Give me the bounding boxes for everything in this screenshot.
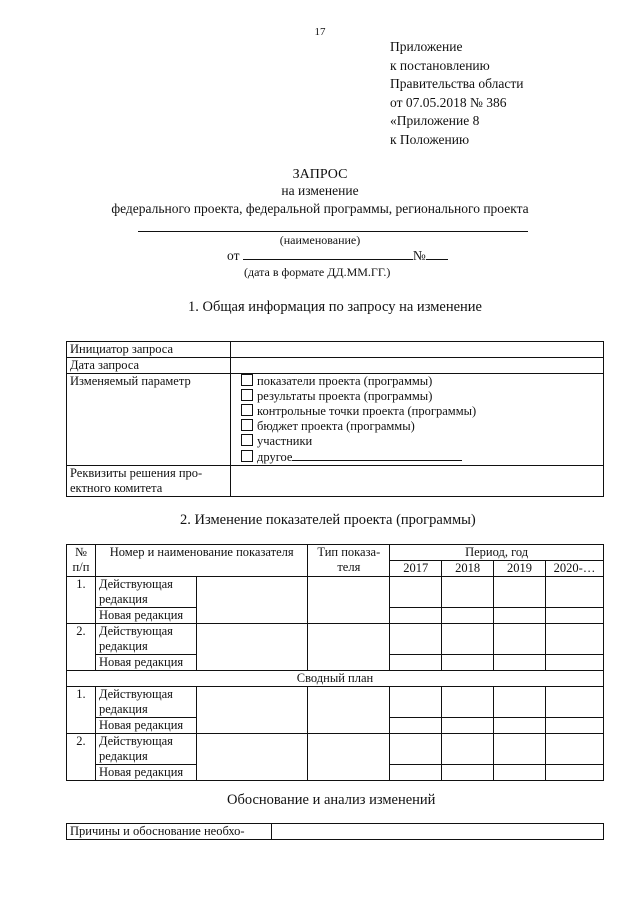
- value-cell[interactable]: [494, 655, 546, 671]
- from-label: от: [227, 248, 240, 263]
- indicators-table: [66, 544, 604, 781]
- row-number: 2.: [67, 734, 96, 781]
- value-cell[interactable]: [442, 687, 494, 718]
- option-label: контрольные точки проекта (программы): [257, 404, 477, 418]
- section1-heading: 1. Общая информация по запросу на изменение: [188, 299, 482, 315]
- reason-label: Причины и обоснование необхо-: [67, 824, 272, 840]
- row-number: 1.: [67, 577, 96, 624]
- appendix-line: к постановлению: [390, 57, 490, 73]
- new-edition-label: Новая редакция: [95, 718, 196, 734]
- initiator-label: Инициатор запроса: [67, 342, 231, 358]
- option-participants[interactable]: [241, 434, 600, 449]
- year-header: 2020-…: [545, 561, 603, 577]
- value-cell[interactable]: [545, 765, 603, 781]
- option-label: результаты проекта (программы): [257, 389, 433, 403]
- value-cell[interactable]: [494, 577, 546, 608]
- option-milestones[interactable]: [241, 404, 600, 419]
- initiator-field[interactable]: [231, 342, 604, 358]
- appendix-line: к Положению: [390, 131, 470, 147]
- parameter-label: Изменяемый параметр: [67, 374, 231, 466]
- option-label: другое: [257, 450, 293, 464]
- value-cell[interactable]: [494, 608, 546, 624]
- current-edition-label: Действующая редакция: [95, 734, 196, 765]
- checkbox[interactable]: [241, 374, 253, 386]
- option-label: участники: [257, 434, 313, 448]
- document-subtitle-2: федерального проекта, федеральной программы, регионального проекта: [111, 201, 529, 216]
- other-field[interactable]: [292, 449, 462, 461]
- option-indicators[interactable]: [241, 374, 600, 389]
- indicator-name-cell[interactable]: [196, 577, 308, 624]
- value-cell[interactable]: [442, 655, 494, 671]
- type-cell[interactable]: [308, 734, 390, 781]
- type-cell[interactable]: [308, 624, 390, 671]
- name-header: Номер и наименование показателя: [95, 545, 307, 577]
- section3-heading: Обоснование и анализ изменений: [227, 792, 436, 808]
- value-cell[interactable]: [545, 608, 603, 624]
- value-cell[interactable]: [545, 734, 603, 765]
- type-cell[interactable]: [308, 577, 390, 624]
- year-header: 2019: [494, 561, 546, 577]
- date-caption: (дата в формате ДД.ММ.ГГ.): [244, 265, 391, 279]
- indicator-name-cell[interactable]: [196, 687, 308, 734]
- summary-plan-row: Сводный план: [67, 671, 604, 687]
- year-header: 2018: [442, 561, 494, 577]
- indicator-name-cell[interactable]: [196, 734, 308, 781]
- appendix-line: «Приложение 8: [390, 113, 480, 128]
- year-header: 2017: [390, 561, 442, 577]
- option-label: бюджет проекта (программы): [257, 419, 415, 433]
- reason-field[interactable]: [272, 824, 604, 840]
- row-number: 1.: [67, 687, 96, 734]
- value-cell[interactable]: [545, 577, 603, 608]
- option-label: показатели проекта (программы): [257, 374, 433, 388]
- value-cell[interactable]: [390, 624, 442, 655]
- value-cell[interactable]: [442, 718, 494, 734]
- row-number: 2.: [67, 624, 96, 671]
- parameter-options: [231, 374, 604, 466]
- name-caption: (наименование): [279, 233, 361, 247]
- value-cell[interactable]: [494, 765, 546, 781]
- indicator-name-cell[interactable]: [196, 624, 308, 671]
- checkbox[interactable]: [241, 450, 253, 462]
- value-cell[interactable]: [390, 718, 442, 734]
- appendix-line: Приложение: [390, 39, 463, 54]
- type-header: Тип показа-теля: [308, 545, 390, 577]
- name-line[interactable]: [138, 231, 528, 232]
- general-info-table: [66, 341, 604, 497]
- date-field[interactable]: [243, 248, 413, 260]
- current-edition-label: Действующая редакция: [95, 687, 196, 718]
- option-budget[interactable]: [241, 419, 600, 434]
- new-edition-label: Новая редакция: [95, 608, 196, 624]
- new-edition-label: Новая редакция: [95, 655, 196, 671]
- value-cell[interactable]: [545, 624, 603, 655]
- type-cell[interactable]: [308, 687, 390, 734]
- value-cell[interactable]: [442, 624, 494, 655]
- current-edition-label: Действующая редакция: [95, 624, 196, 655]
- number-label: №: [412, 248, 426, 263]
- date-number-line: [227, 248, 448, 264]
- appendix-block: [390, 38, 523, 149]
- value-cell[interactable]: [390, 687, 442, 718]
- num-header: № п/п: [67, 545, 96, 577]
- value-cell[interactable]: [494, 624, 546, 655]
- document-subtitle: на изменение: [281, 183, 359, 198]
- period-header: Период, год: [390, 545, 604, 561]
- checkbox[interactable]: [241, 434, 253, 446]
- value-cell[interactable]: [442, 577, 494, 608]
- checkbox[interactable]: [241, 389, 253, 401]
- appendix-line: Правительства области: [390, 76, 524, 91]
- section2-heading: 2. Изменение показателей проекта (программы): [180, 512, 476, 528]
- value-cell[interactable]: [390, 765, 442, 781]
- requisites-label: Реквизиты решения про-ектного комитета: [67, 466, 231, 497]
- document-title: ЗАПРОС: [292, 167, 348, 182]
- current-edition-label: Действующая редакция: [95, 577, 196, 608]
- value-cell[interactable]: [390, 734, 442, 765]
- number-field[interactable]: [426, 248, 448, 260]
- value-cell[interactable]: [545, 718, 603, 734]
- option-results[interactable]: [241, 389, 600, 404]
- appendix-line: от 07.05.2018 № 386: [390, 94, 507, 110]
- value-cell[interactable]: [442, 734, 494, 765]
- justification-table: [66, 823, 604, 840]
- value-cell[interactable]: [390, 577, 442, 608]
- value-cell[interactable]: [545, 655, 603, 671]
- value-cell[interactable]: [494, 718, 546, 734]
- checkbox[interactable]: [241, 404, 253, 416]
- value-cell[interactable]: [494, 734, 546, 765]
- value-cell[interactable]: [390, 608, 442, 624]
- value-cell[interactable]: [545, 687, 603, 718]
- new-edition-label: Новая редакция: [95, 765, 196, 781]
- date-label: Дата запроса: [67, 358, 231, 374]
- value-cell[interactable]: [442, 608, 494, 624]
- option-other[interactable]: [241, 449, 600, 465]
- value-cell[interactable]: [494, 687, 546, 718]
- checkbox[interactable]: [241, 419, 253, 431]
- page-number: 17: [314, 26, 326, 38]
- value-cell[interactable]: [442, 765, 494, 781]
- value-cell[interactable]: [390, 655, 442, 671]
- date-request-field[interactable]: [231, 358, 604, 374]
- requisites-field[interactable]: [231, 466, 604, 497]
